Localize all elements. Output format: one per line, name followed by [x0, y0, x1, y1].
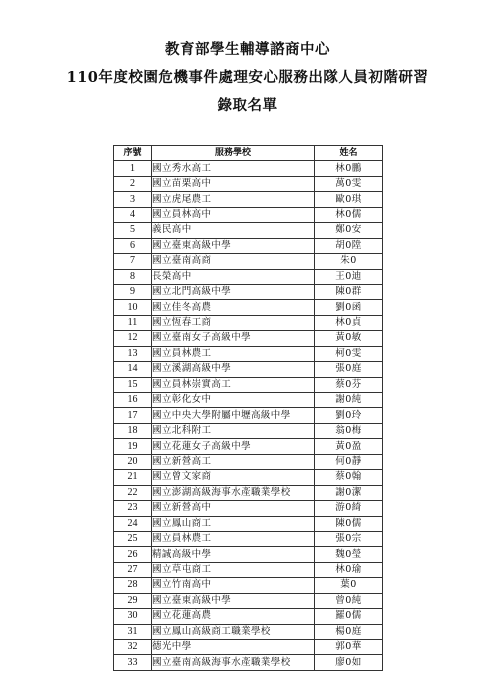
row-number: 18: [114, 423, 152, 438]
row-name: 翁0梅: [315, 423, 383, 438]
row-number: 9: [114, 284, 152, 299]
row-school: 國立新營高中: [152, 501, 315, 516]
row-number: 8: [114, 269, 152, 284]
row-number: 7: [114, 254, 152, 269]
row-school: 國立臺東高級中學: [152, 593, 315, 608]
row-name: 林0鵬: [315, 161, 383, 176]
column-header-school: 服務學校: [152, 146, 315, 161]
row-name: 游0綺: [315, 501, 383, 516]
row-number: 1: [114, 161, 152, 176]
table-row: [114, 346, 383, 361]
table-row: [114, 531, 383, 546]
row-number: 13: [114, 346, 152, 361]
table-row: [114, 547, 383, 562]
row-number: 6: [114, 238, 152, 253]
row-school: 國立佳冬高農: [152, 300, 315, 315]
row-school: 國立臺南女子高級中學: [152, 331, 315, 346]
row-name: 柯0雯: [315, 346, 383, 361]
row-number: 31: [114, 624, 152, 639]
row-school: 國立北門高級中學: [152, 284, 315, 299]
row-number: 17: [114, 408, 152, 423]
table-row: [114, 315, 383, 330]
row-name: 郭0華: [315, 640, 383, 655]
table-header-row: [114, 146, 383, 161]
row-name: 林0瑜: [315, 562, 383, 577]
row-name: 林0儒: [315, 207, 383, 222]
table-row: [114, 593, 383, 608]
row-school: 國立員林農工: [152, 531, 315, 546]
row-number: 20: [114, 454, 152, 469]
table-row: [114, 609, 383, 624]
table-row: [114, 501, 383, 516]
table-row: [114, 562, 383, 577]
column-header-name: 姓名: [315, 146, 383, 161]
row-number: 28: [114, 578, 152, 593]
row-school: 國立竹南高中: [152, 578, 315, 593]
row-name: 林0貞: [315, 315, 383, 330]
row-name: 黃0盈: [315, 439, 383, 454]
column-header-number: 序號: [114, 146, 152, 161]
row-name: 陳0群: [315, 284, 383, 299]
row-name: 楊0庭: [315, 624, 383, 639]
table-row: [114, 516, 383, 531]
row-school: 國立曾文家商: [152, 470, 315, 485]
row-name: 劉0玲: [315, 408, 383, 423]
row-name: 葉0: [315, 578, 383, 593]
table-row: [114, 408, 383, 423]
row-school: 精誠高級中學: [152, 547, 315, 562]
table-row: [114, 640, 383, 655]
table-row: [114, 192, 383, 207]
row-name: 陳0儒: [315, 516, 383, 531]
row-school: 國立溪湖高級中學: [152, 362, 315, 377]
document-title-event: 110年度校園危機事件處理安心服務出隊人員初階研習: [66, 69, 429, 86]
table-body: [114, 161, 383, 670]
row-name: 黃0敏: [315, 331, 383, 346]
row-school: 國立鳳山商工: [152, 516, 315, 531]
row-school: 國立員林崇實高工: [152, 377, 315, 392]
row-number: 11: [114, 315, 152, 330]
row-name: 蔡0翰: [315, 470, 383, 485]
row-number: 12: [114, 331, 152, 346]
row-number: 14: [114, 362, 152, 377]
admission-list-table: [113, 145, 383, 671]
row-number: 24: [114, 516, 152, 531]
row-school: 國立員林農工: [152, 346, 315, 361]
row-number: 30: [114, 609, 152, 624]
row-school: 國立新營高工: [152, 454, 315, 469]
row-name: 何0靜: [315, 454, 383, 469]
row-school: 國立澎湖高級海事水產職業學校: [152, 485, 315, 500]
table-row: [114, 624, 383, 639]
row-name: 謝0潔: [315, 485, 383, 500]
row-number: 25: [114, 531, 152, 546]
row-school: 義民高中: [152, 223, 315, 238]
row-school: 國立臺南高級海事水產職業學校: [152, 655, 315, 670]
table-row: [114, 269, 383, 284]
row-number: 16: [114, 393, 152, 408]
document-title-organization: 教育部學生輔導諮商中心: [165, 41, 330, 58]
row-number: 15: [114, 377, 152, 392]
table-row: [114, 331, 383, 346]
row-school: 國立臺南高商: [152, 254, 315, 269]
table-row: [114, 300, 383, 315]
row-number: 19: [114, 439, 152, 454]
table-row: [114, 393, 383, 408]
row-name: 羅0儒: [315, 609, 383, 624]
row-name: 王0迪: [315, 269, 383, 284]
row-name: 歐0琪: [315, 192, 383, 207]
row-school: 國立臺東高級中學: [152, 238, 315, 253]
row-school: 國立鳳山高級商工職業學校: [152, 624, 315, 639]
table-row: [114, 254, 383, 269]
row-number: 3: [114, 192, 152, 207]
table-row: [114, 207, 383, 222]
row-school: 國立花蓮高農: [152, 609, 315, 624]
row-school: 國立草屯商工: [152, 562, 315, 577]
row-school: 國立苗栗高中: [152, 176, 315, 191]
row-school: 國立北科附工: [152, 423, 315, 438]
row-school: 國立秀水高工: [152, 161, 315, 176]
table-row: [114, 362, 383, 377]
table-row: [114, 161, 383, 176]
row-number: 2: [114, 176, 152, 191]
row-school: 國立彰化女中: [152, 393, 315, 408]
row-number: 26: [114, 547, 152, 562]
row-school: 國立員林高中: [152, 207, 315, 222]
row-number: 23: [114, 501, 152, 516]
row-school: 長榮高中: [152, 269, 315, 284]
row-name: 胡0陞: [315, 238, 383, 253]
row-name: 謝0純: [315, 393, 383, 408]
row-number: 5: [114, 223, 152, 238]
table-row: [114, 284, 383, 299]
table-row: [114, 223, 383, 238]
table-row: [114, 470, 383, 485]
row-name: 魏0瑩: [315, 547, 383, 562]
table-row: [114, 485, 383, 500]
row-number: 22: [114, 485, 152, 500]
row-school: 國立恆春工商: [152, 315, 315, 330]
row-number: 4: [114, 207, 152, 222]
document-title-list: 錄取名單: [217, 97, 278, 114]
row-name: 張0宗: [315, 531, 383, 546]
row-number: 33: [114, 655, 152, 670]
row-name: 曾0純: [315, 593, 383, 608]
row-school: 國立花蓮女子高級中學: [152, 439, 315, 454]
row-school: 國立虎尾農工: [152, 192, 315, 207]
table-row: [114, 439, 383, 454]
table-row: [114, 238, 383, 253]
table-row: [114, 176, 383, 191]
row-number: 10: [114, 300, 152, 315]
row-number: 29: [114, 593, 152, 608]
row-name: 張0庭: [315, 362, 383, 377]
table-row: [114, 655, 383, 670]
row-school: 國立中央大學附屬中壢高級中學: [152, 408, 315, 423]
row-school: 德光中學: [152, 640, 315, 655]
row-number: 21: [114, 470, 152, 485]
table-row: [114, 423, 383, 438]
row-name: 劉0函: [315, 300, 383, 315]
row-name: 廖0如: [315, 655, 383, 670]
row-number: 27: [114, 562, 152, 577]
table-row: [114, 454, 383, 469]
table-row: [114, 578, 383, 593]
row-number: 32: [114, 640, 152, 655]
row-name: 朱0: [315, 254, 383, 269]
row-name: 鄭0安: [315, 223, 383, 238]
row-name: 蔡0芬: [315, 377, 383, 392]
row-name: 萬0雯: [315, 176, 383, 191]
table-row: [114, 377, 383, 392]
